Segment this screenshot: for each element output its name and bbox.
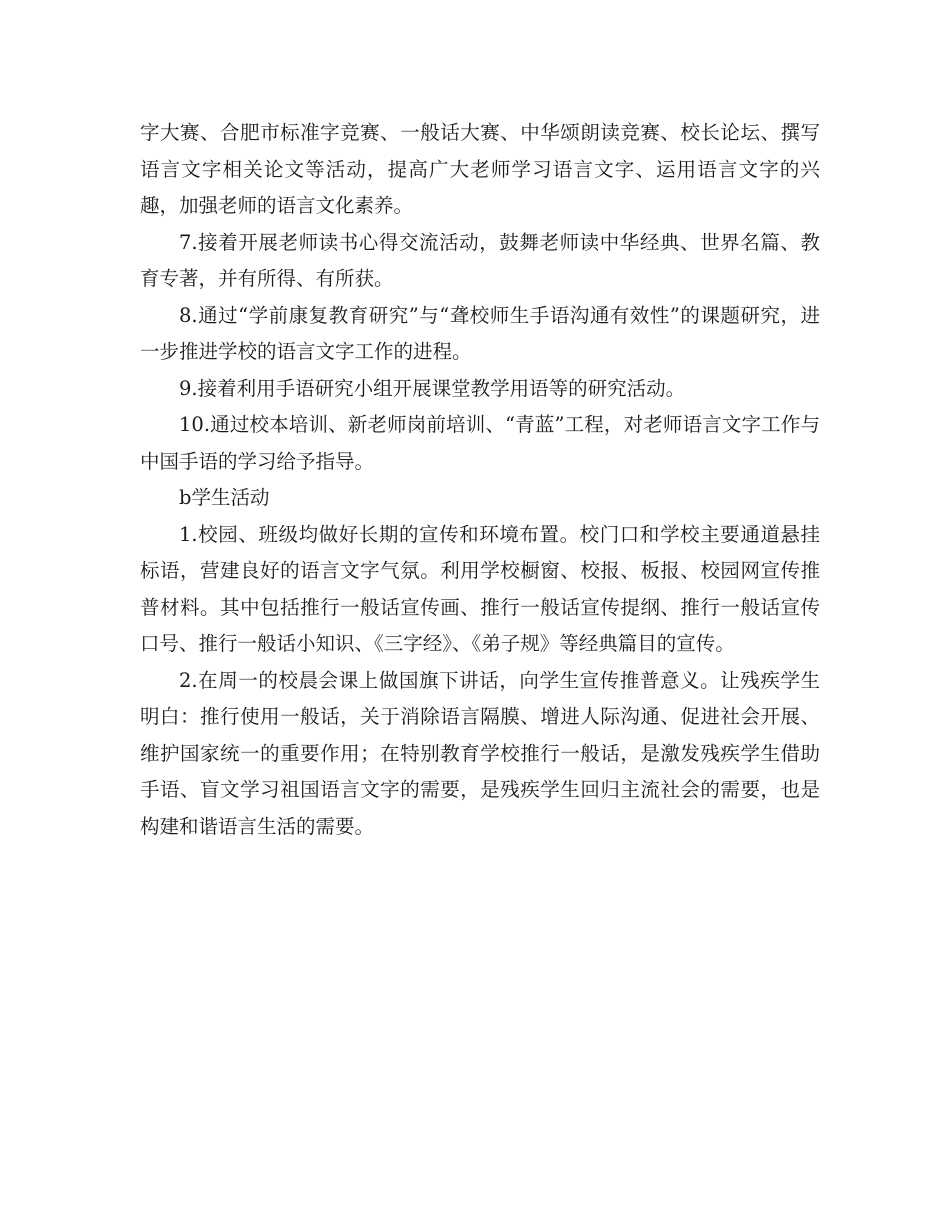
paragraph-student-item-1: 1.校园、班级均做好长期的宣传和环境布置。校门口和学校主要通道悬挂标语，营建良好的语言文字气氛。利用学校橱窗、校报、板报、校园网宣传推普材料。其中包括推行一般话宣传画、推行一般话宣传提纲、推行一般话宣传口号、推行一般话小知识、《三字经》、《弟子规》等经典篇目的宣传。 bbox=[140, 522, 820, 655]
paragraph-student-item-2: 2.在周一的校晨会课上做国旗下讲话，向学生宣传推普意义。让残疾学生明白：推行使用一般话，关于消除语言隔膜、增进人际沟通、促进社会开展、维护国家统一的重要作用；在特别教育学校推行一般话，是激发残疾学生借助手语、盲文学习祖国语言文字的需要，是残疾学生回归主流社会的需要，也是构建和谐语言生活的需要。 bbox=[140, 668, 820, 838]
paragraph-item-9: 9.接着利用手语研究小组开展课堂教学用语等的研究活动。 bbox=[179, 376, 686, 400]
paragraph-item-8: 8.通过“学前康复教育研究”与“聋校师生手语沟通有效性”的课题研究，进一步推进学校的语言文字工作的进程。 bbox=[140, 303, 820, 363]
paragraph-continuation: 字大赛、合肥市标准字竞赛、一般话大赛、中华颂朗读竞赛、校长论坛、撰写语言文字相关论文等活动，提高广大老师学习语言文字、运用语言文字的兴趣，加强老师的语言文化素养。 bbox=[140, 121, 820, 217]
section-heading-student-activities: b学生活动 bbox=[179, 486, 270, 509]
document-body bbox=[140, 115, 820, 845]
paragraph-item-10: 10.通过校本培训、新老师岗前培训、“青蓝”工程，对老师语言文字工作与中国手语的学习给予指导。 bbox=[140, 413, 820, 473]
paragraph-item-7: 7.接着开展老师读书心得交流活动，鼓舞老师读中华经典、世界名篇、教育专著，并有所得、有所获。 bbox=[140, 230, 820, 290]
